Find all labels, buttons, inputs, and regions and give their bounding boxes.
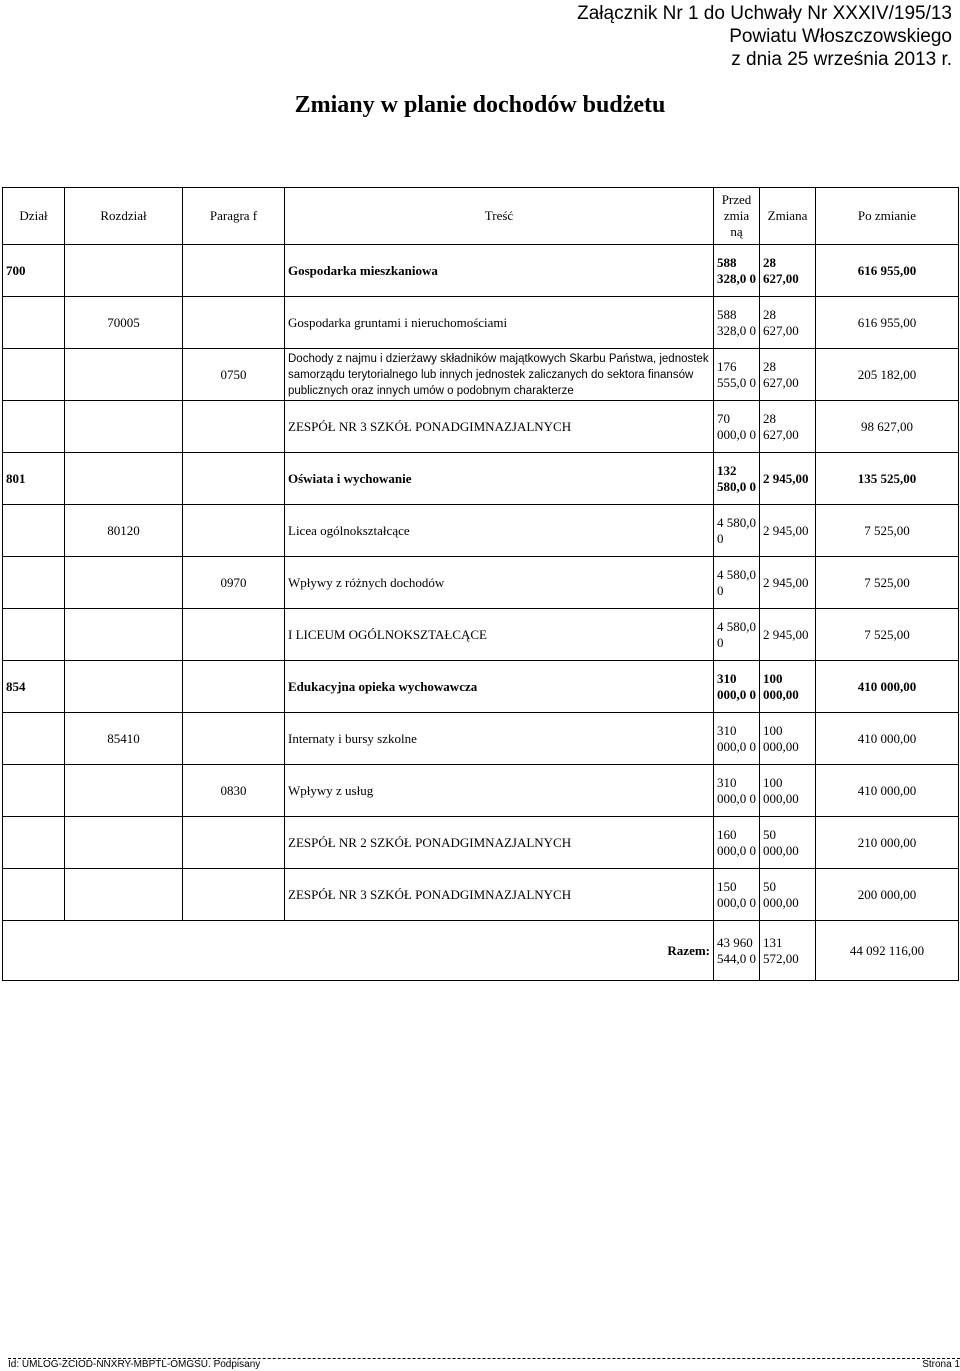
footer-document-id: Id: UMLOG-ZCIOD-NNXRY-MBPTL-OMGSU. Podpisany <box>8 1359 261 1370</box>
cell-paragraf <box>183 869 285 921</box>
table-row <box>3 713 959 765</box>
cell-dzial: 700 <box>3 245 65 297</box>
table-header-row <box>3 188 959 245</box>
cell-dzial <box>3 765 65 817</box>
cell-przed: 310 000,0 0 <box>714 765 760 817</box>
col-header-po: Po zmianie <box>816 188 959 245</box>
cell-dzial <box>3 869 65 921</box>
cell-po: 210 000,00 <box>816 817 959 869</box>
footer-page-number: Strona 1 <box>922 1359 960 1370</box>
cell-dzial <box>3 505 65 557</box>
cell-paragraf <box>183 713 285 765</box>
header-line-3: z dnia 25 września 2013 r. <box>731 49 952 70</box>
cell-zmiana: 2 945,00 <box>760 453 816 505</box>
cell-zmiana: 100 000,00 <box>760 661 816 713</box>
cell-zmiana: 28 627,00 <box>760 349 816 401</box>
total-po: 44 092 116,00 <box>816 921 959 981</box>
cell-zmiana: 50 000,00 <box>760 817 816 869</box>
cell-tresc: Gospodarka gruntami i nieruchomościami <box>285 297 714 349</box>
table-row <box>3 245 959 297</box>
cell-paragraf <box>183 505 285 557</box>
table-row <box>3 661 959 713</box>
cell-zmiana: 2 945,00 <box>760 557 816 609</box>
cell-po: 410 000,00 <box>816 661 959 713</box>
cell-po: 410 000,00 <box>816 765 959 817</box>
cell-przed: 160 000,0 0 <box>714 817 760 869</box>
cell-rozdzial: 85410 <box>65 713 183 765</box>
cell-dzial <box>3 817 65 869</box>
cell-zmiana: 28 627,00 <box>760 297 816 349</box>
cell-tresc: ZESPÓŁ NR 2 SZKÓŁ PONADGIMNAZJALNYCH <box>285 817 714 869</box>
cell-przed: 310 000,0 0 <box>714 661 760 713</box>
table-row <box>3 349 959 401</box>
cell-przed: 310 000,0 0 <box>714 713 760 765</box>
cell-rozdzial <box>65 817 183 869</box>
cell-tresc: ZESPÓŁ NR 3 SZKÓŁ PONADGIMNAZJALNYCH <box>285 869 714 921</box>
table-row <box>3 765 959 817</box>
cell-paragraf <box>183 245 285 297</box>
table-row <box>3 505 959 557</box>
cell-przed: 4 580,0 0 <box>714 505 760 557</box>
total-zmiana: 131 572,00 <box>760 921 816 981</box>
cell-tresc: Gospodarka mieszkaniowa <box>285 245 714 297</box>
table-row <box>3 609 959 661</box>
total-row <box>3 921 959 981</box>
cell-dzial <box>3 557 65 609</box>
cell-rozdzial <box>65 453 183 505</box>
cell-zmiana: 28 627,00 <box>760 245 816 297</box>
cell-zmiana: 2 945,00 <box>760 505 816 557</box>
table-row <box>3 453 959 505</box>
col-header-paragraf: Paragra f <box>183 188 285 245</box>
cell-po: 616 955,00 <box>816 245 959 297</box>
cell-po: 200 000,00 <box>816 869 959 921</box>
cell-paragraf <box>183 609 285 661</box>
cell-tresc: Dochody z najmu i dzierżawy składników majątkowych Skarbu Państwa, jednostek samorządu terytorialnego lub innych jednostek zaliczanych do sektora finansów publicznych oraz innych umów o podobnym charakterze <box>285 349 714 401</box>
cell-po: 616 955,00 <box>816 297 959 349</box>
cell-paragraf <box>183 817 285 869</box>
cell-rozdzial <box>65 765 183 817</box>
document-title: Zmiany w planie dochodów budżetu <box>294 92 666 118</box>
cell-przed: 588 328,0 0 <box>714 245 760 297</box>
cell-paragraf <box>183 661 285 713</box>
cell-po: 7 525,00 <box>816 557 959 609</box>
total-przed: 43 960 544,0 0 <box>714 921 760 981</box>
col-header-rozdzial: Rozdział <box>65 188 183 245</box>
cell-przed: 588 328,0 0 <box>714 297 760 349</box>
table-row <box>3 297 959 349</box>
header-line-1: Załącznik Nr 1 do Uchwały Nr XXXIV/195/13 <box>577 3 952 24</box>
cell-po: 7 525,00 <box>816 609 959 661</box>
budget-table <box>2 187 959 981</box>
cell-rozdzial <box>65 401 183 453</box>
cell-zmiana: 100 000,00 <box>760 765 816 817</box>
cell-dzial <box>3 297 65 349</box>
cell-po: 135 525,00 <box>816 453 959 505</box>
table-body <box>3 245 959 981</box>
table-row <box>3 557 959 609</box>
cell-tresc: Oświata i wychowanie <box>285 453 714 505</box>
cell-paragraf: 0970 <box>183 557 285 609</box>
cell-tresc: I LICEUM OGÓLNOKSZTAŁCĄCE <box>285 609 714 661</box>
cell-tresc: Licea ogólnokształcące <box>285 505 714 557</box>
cell-dzial <box>3 609 65 661</box>
cell-dzial <box>3 349 65 401</box>
cell-przed: 70 000,0 0 <box>714 401 760 453</box>
cell-tresc: Wpływy z usług <box>285 765 714 817</box>
cell-przed: 4 580,0 0 <box>714 609 760 661</box>
table-row <box>3 817 959 869</box>
cell-tresc: Internaty i bursy szkolne <box>285 713 714 765</box>
cell-rozdzial <box>65 349 183 401</box>
cell-rozdzial: 70005 <box>65 297 183 349</box>
cell-rozdzial <box>65 661 183 713</box>
cell-tresc: Wpływy z różnych dochodów <box>285 557 714 609</box>
cell-po: 7 525,00 <box>816 505 959 557</box>
cell-tresc: Edukacyjna opieka wychowawcza <box>285 661 714 713</box>
col-header-zmiana: Zmiana <box>760 188 816 245</box>
cell-zmiana: 2 945,00 <box>760 609 816 661</box>
cell-przed: 4 580,0 0 <box>714 557 760 609</box>
cell-zmiana: 28 627,00 <box>760 401 816 453</box>
col-header-przed: Przed zmia ną <box>714 188 760 245</box>
cell-paragraf: 0830 <box>183 765 285 817</box>
cell-zmiana: 50 000,00 <box>760 869 816 921</box>
cell-przed: 132 580,0 0 <box>714 453 760 505</box>
cell-paragraf <box>183 297 285 349</box>
total-label: Razem: <box>3 921 714 981</box>
header-line-2: Powiatu Włoszczowskiego <box>729 26 952 47</box>
cell-paragraf: 0750 <box>183 349 285 401</box>
document-header <box>577 2 952 71</box>
cell-rozdzial <box>65 609 183 661</box>
cell-po: 410 000,00 <box>816 713 959 765</box>
cell-zmiana: 100 000,00 <box>760 713 816 765</box>
cell-rozdzial <box>65 557 183 609</box>
cell-rozdzial: 80120 <box>65 505 183 557</box>
cell-przed: 150 000,0 0 <box>714 869 760 921</box>
table-row <box>3 869 959 921</box>
cell-po: 98 627,00 <box>816 401 959 453</box>
cell-rozdzial <box>65 869 183 921</box>
col-header-dzial: Dział <box>3 188 65 245</box>
col-header-tresc: Treść <box>285 188 714 245</box>
cell-paragraf <box>183 453 285 505</box>
cell-tresc: ZESPÓŁ NR 3 SZKÓŁ PONADGIMNAZJALNYCH <box>285 401 714 453</box>
cell-rozdzial <box>65 245 183 297</box>
cell-dzial: 854 <box>3 661 65 713</box>
cell-paragraf <box>183 401 285 453</box>
cell-przed: 176 555,0 0 <box>714 349 760 401</box>
cell-po: 205 182,00 <box>816 349 959 401</box>
cell-dzial <box>3 713 65 765</box>
cell-dzial <box>3 401 65 453</box>
cell-dzial: 801 <box>3 453 65 505</box>
table-row <box>3 401 959 453</box>
